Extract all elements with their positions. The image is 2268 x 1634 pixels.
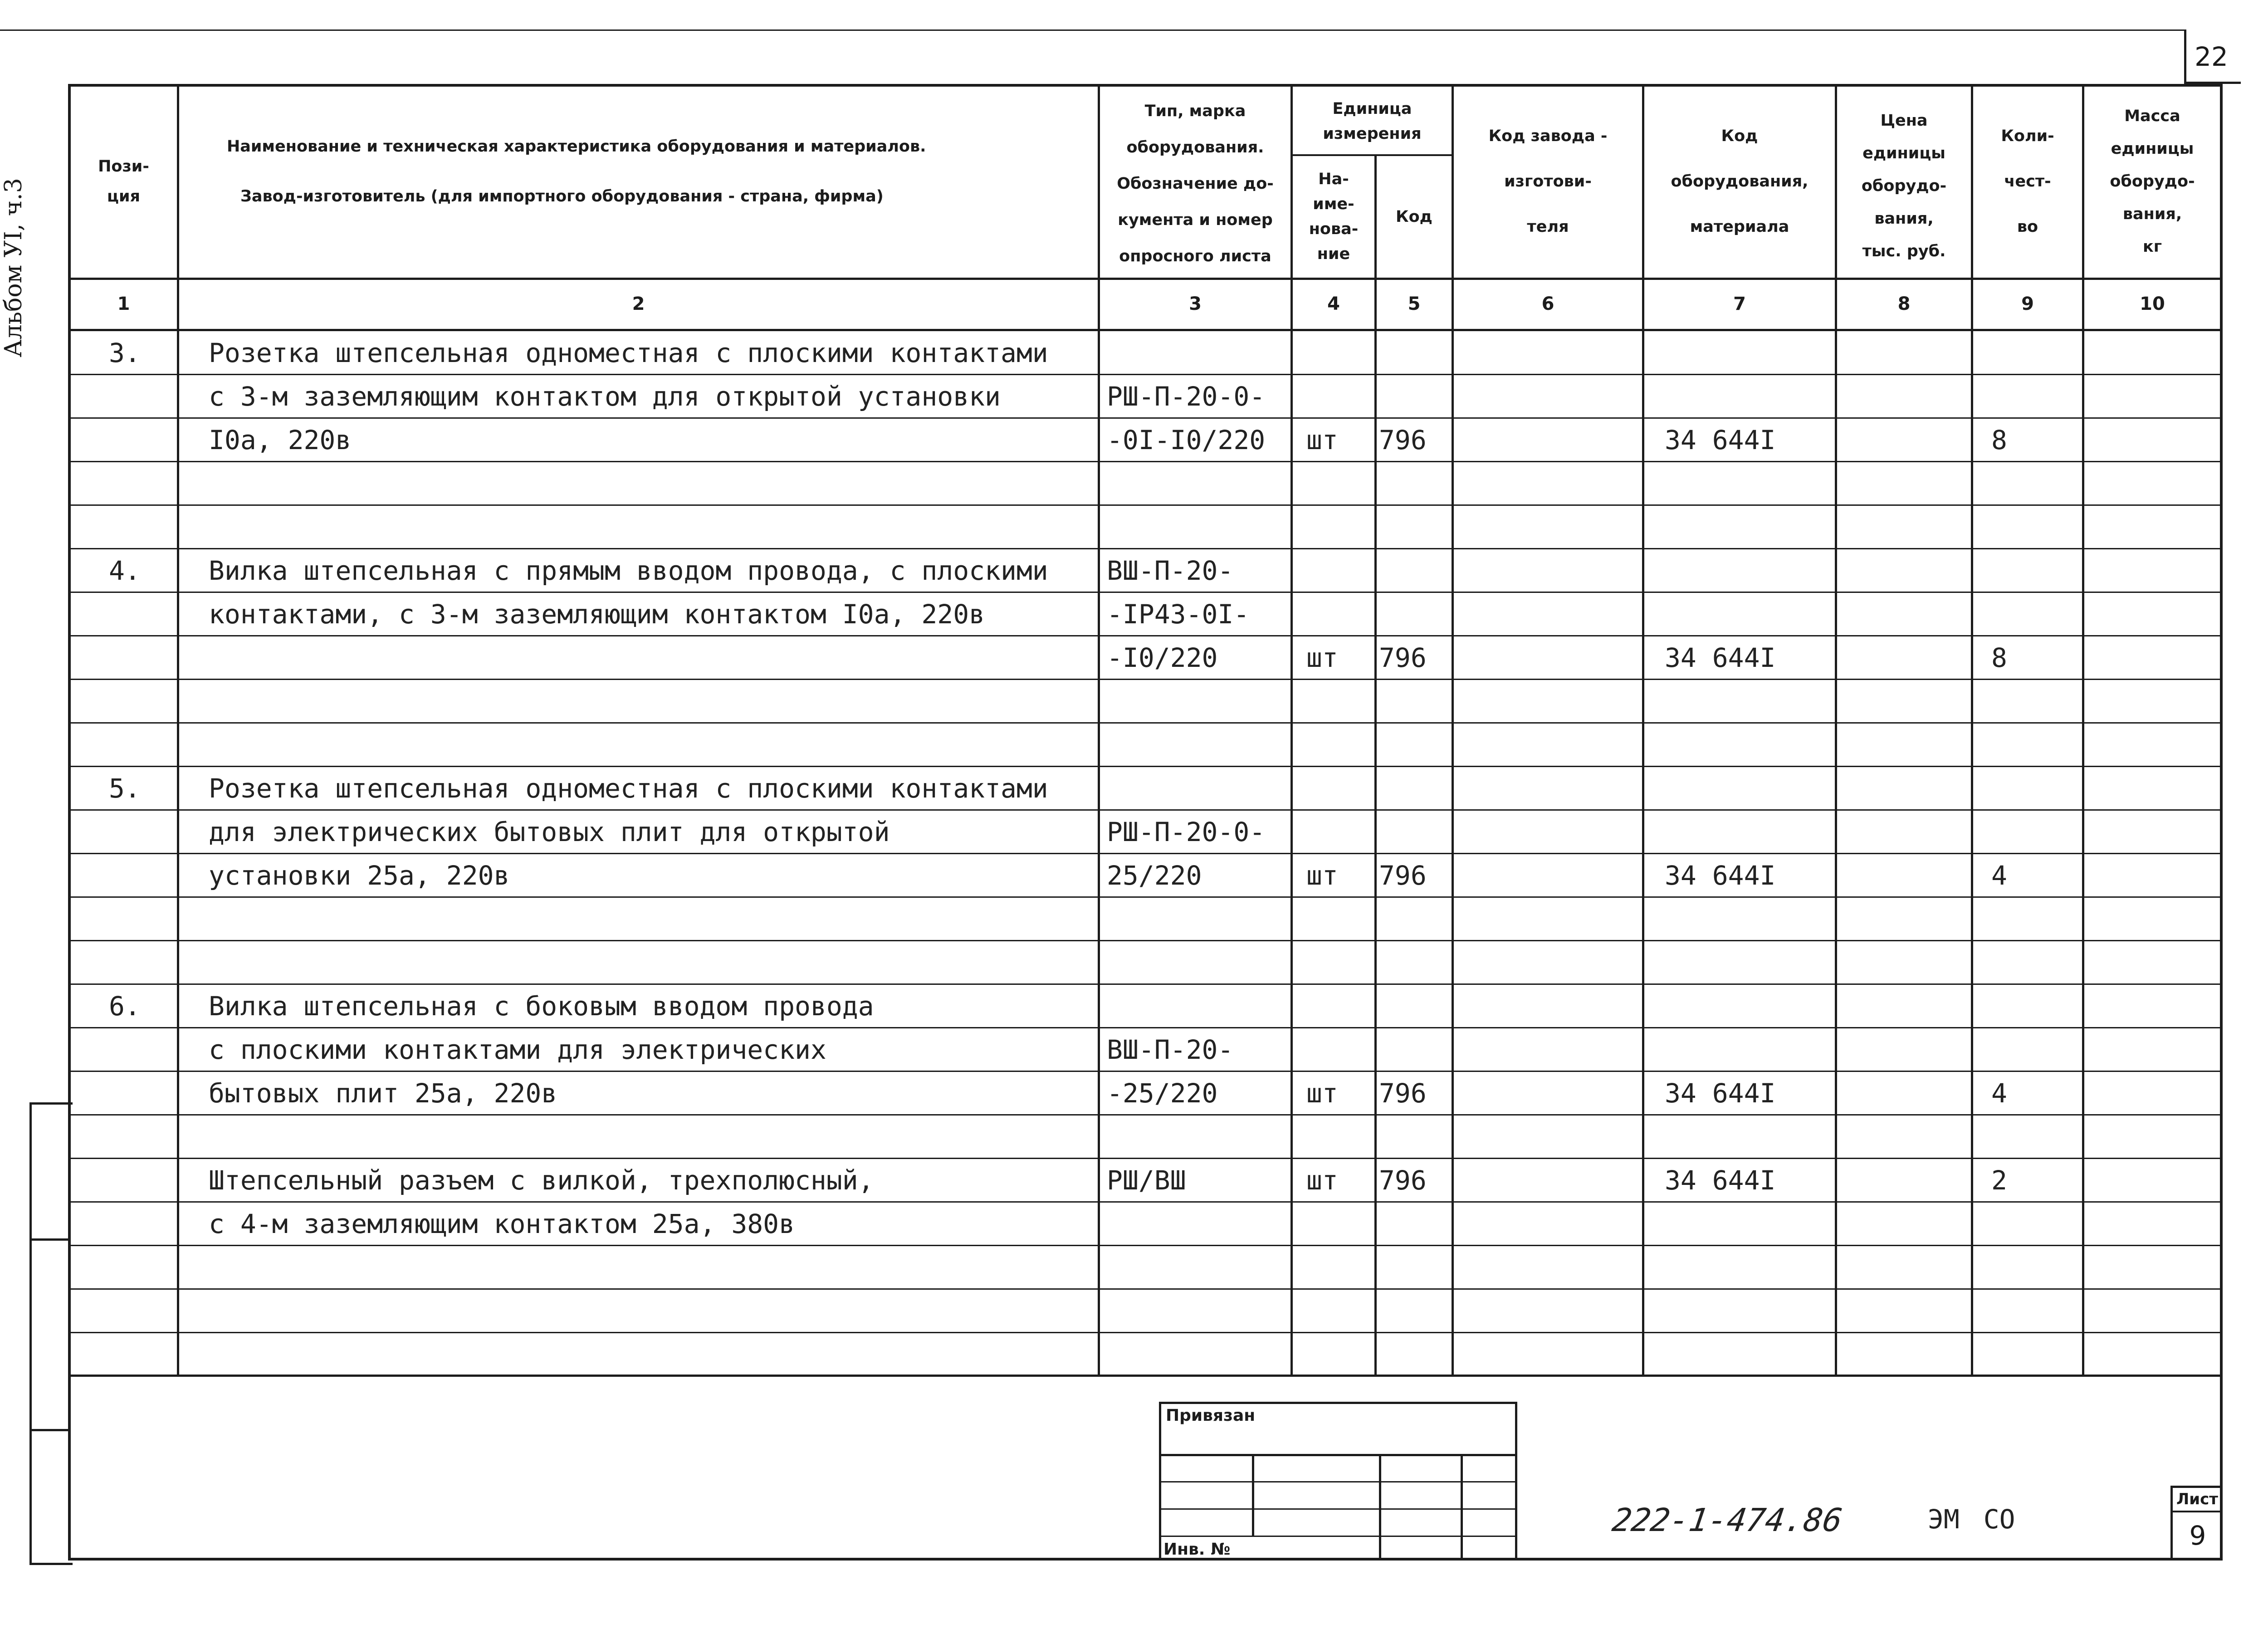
unit-code-cell <box>1379 897 1452 941</box>
name-cell: Розетка штепсельная одноместная с плоскими контактами <box>209 338 1048 368</box>
type-cell <box>1107 767 1288 810</box>
unit-code-cell <box>1379 810 1452 854</box>
material-code-cell <box>1665 1289 1833 1333</box>
quantity-cell <box>1991 680 2077 723</box>
quantity-cell <box>1991 375 2077 418</box>
page-number: 22 <box>2195 41 2228 72</box>
name-cell: с 3-м заземляющим контактом для открытой установки <box>209 381 1001 412</box>
type-cell <box>1107 505 1288 549</box>
quantity-cell: 4 <box>1991 860 2007 891</box>
unit-code-cell <box>1379 375 1452 418</box>
unit-cell <box>1306 984 1370 1028</box>
header-mass: Масса единицы оборудо- вания, кг <box>2110 107 2195 256</box>
position-cell <box>109 1159 177 1202</box>
inventory-label: Инв. № <box>1163 1540 1231 1559</box>
column-number-6: 6 <box>1541 294 1554 314</box>
name-cell <box>209 941 1093 984</box>
type-cell <box>1107 941 1288 984</box>
position-cell: 4. <box>109 555 141 586</box>
unit-group-divider <box>1290 154 1452 156</box>
name-cell <box>209 680 1093 723</box>
type-cell: РШ-П-20-0- <box>1107 817 1266 847</box>
unit-cell <box>1306 462 1370 505</box>
material-code-cell <box>1665 723 1833 767</box>
unit-cell: шт <box>1306 1165 1338 1196</box>
type-cell <box>1107 1115 1288 1159</box>
material-code-cell <box>1665 331 1833 375</box>
position-cell <box>109 1115 177 1159</box>
unit-cell <box>1306 1333 1370 1376</box>
unit-cell <box>1306 375 1370 418</box>
name-cell: Штепсельный разъем с вилкой, трехполюсный, <box>209 1165 874 1196</box>
unit-code-cell: 796 <box>1379 642 1427 673</box>
unit-cell <box>1306 897 1370 941</box>
material-code-cell <box>1665 1115 1833 1159</box>
top-border <box>0 29 2184 31</box>
header-type: Тип, марка оборудования. Обозначение до- кумента и номер опросного листа <box>1117 102 1274 265</box>
quantity-cell <box>1991 505 2077 549</box>
name-cell <box>209 1246 1093 1289</box>
name-cell <box>209 723 1093 767</box>
name-cell: Вилка штепсельная с прямым вводом провода, с плоскими <box>209 555 1048 586</box>
unit-code-cell <box>1379 592 1452 636</box>
position-cell <box>109 723 177 767</box>
position-cell <box>109 592 177 636</box>
position-cell <box>109 1202 177 1246</box>
unit-code-cell <box>1379 767 1452 810</box>
name-cell: установки 25а, 220в <box>209 860 510 891</box>
unit-cell <box>1306 941 1370 984</box>
quantity-cell <box>1991 767 2077 810</box>
unit-cell <box>1306 331 1370 375</box>
name-cell: бытовых плит 25а, 220в <box>209 1078 557 1109</box>
position-cell <box>109 897 177 941</box>
name-cell <box>209 636 1093 680</box>
type-cell <box>1107 1289 1288 1333</box>
material-code-cell <box>1665 549 1833 592</box>
unit-cell <box>1306 1246 1370 1289</box>
name-cell <box>209 897 1093 941</box>
unit-cell: шт <box>1306 1078 1338 1109</box>
position-cell <box>109 810 177 854</box>
material-code-cell <box>1665 1246 1833 1289</box>
type-cell <box>1107 1333 1288 1376</box>
material-code-cell <box>1665 767 1833 810</box>
type-cell <box>1107 984 1288 1028</box>
column-number-2: 2 <box>632 294 645 314</box>
position-cell <box>109 854 177 897</box>
column-number-7: 7 <box>1733 294 1746 314</box>
unit-cell <box>1306 1028 1370 1071</box>
type-cell: ВШ-П-20- <box>1107 555 1234 586</box>
unit-code-cell <box>1379 505 1452 549</box>
quantity-cell <box>1991 1028 2077 1071</box>
document-mark: ЭМ СО <box>1928 1504 2015 1535</box>
material-code-cell <box>1665 375 1833 418</box>
material-code-cell <box>1665 984 1833 1028</box>
document-code: 222-1-474.86 <box>1610 1502 1845 1539</box>
name-cell <box>209 505 1093 549</box>
type-cell <box>1107 1202 1288 1246</box>
unit-code-cell <box>1379 331 1452 375</box>
name-cell <box>209 462 1093 505</box>
material-code-cell <box>1665 592 1833 636</box>
column-number-9: 9 <box>2021 294 2034 314</box>
unit-code-cell <box>1379 680 1452 723</box>
quantity-cell <box>1991 897 2077 941</box>
unit-code-cell <box>1379 941 1452 984</box>
material-code-cell: 34 644I <box>1665 642 1776 673</box>
material-code-cell: 34 644I <box>1665 1165 1776 1196</box>
column-number-8: 8 <box>1897 294 1911 314</box>
type-cell: ВШ-П-20- <box>1107 1034 1234 1065</box>
material-code-cell <box>1665 680 1833 723</box>
header-factory-code: Код завода - изготови- теля <box>1488 127 1608 236</box>
binding-strip <box>29 1102 73 1565</box>
header-position: Пози- ция <box>98 157 149 205</box>
type-cell: РШ-П-20-0- <box>1107 381 1266 412</box>
position-cell <box>109 1028 177 1071</box>
linked-label: Привязан <box>1166 1406 1256 1425</box>
quantity-cell <box>1991 1289 2077 1333</box>
type-cell <box>1107 723 1288 767</box>
quantity-cell <box>1991 1333 2077 1376</box>
column-number-3: 3 <box>1189 294 1202 314</box>
type-cell <box>1107 462 1288 505</box>
unit-cell <box>1306 549 1370 592</box>
position-cell <box>109 680 177 723</box>
type-cell: РШ/ВШ <box>1107 1165 1186 1196</box>
type-cell: -25/220 <box>1107 1078 1218 1109</box>
position-cell <box>109 1246 177 1289</box>
unit-cell <box>1306 767 1370 810</box>
unit-cell <box>1306 592 1370 636</box>
type-cell <box>1107 897 1288 941</box>
quantity-cell <box>1991 1202 2077 1246</box>
header-unit-name: На- име- нова- ние <box>1309 170 1359 263</box>
material-code-cell <box>1665 1333 1833 1376</box>
position-cell <box>109 1289 177 1333</box>
material-code-cell: 34 644I <box>1665 425 1776 455</box>
quantity-cell: 2 <box>1991 1165 2007 1196</box>
type-cell <box>1107 1246 1288 1289</box>
header-name-line2: Завод-изготовитель (для импортного оборудования - страна, фирма) <box>240 187 884 205</box>
position-cell <box>109 375 177 418</box>
position-cell: 6. <box>109 991 141 1022</box>
unit-code-cell <box>1379 984 1452 1028</box>
quantity-cell: 8 <box>1991 642 2007 673</box>
column-number-10: 10 <box>2140 294 2165 314</box>
position-cell <box>109 636 177 680</box>
name-cell: с 4-м заземляющим контактом 25а, 380в <box>209 1208 795 1239</box>
position-cell <box>109 1333 177 1376</box>
unit-cell <box>1306 1289 1370 1333</box>
unit-code-cell <box>1379 549 1452 592</box>
name-cell: контактами, с 3-м заземляющим контактом I0а, 220в <box>209 599 985 630</box>
type-cell <box>1107 680 1288 723</box>
material-code-cell <box>1665 897 1833 941</box>
unit-code-cell: 796 <box>1379 1078 1427 1109</box>
unit-cell: шт <box>1306 642 1338 673</box>
quantity-cell <box>1991 331 2077 375</box>
quantity-cell <box>1991 810 2077 854</box>
unit-cell: шт <box>1306 860 1338 891</box>
column-number-5: 5 <box>1408 294 1421 314</box>
position-cell: 5. <box>109 773 141 804</box>
unit-code-cell <box>1379 1289 1452 1333</box>
material-code-cell <box>1665 810 1833 854</box>
material-code-cell: 34 644I <box>1665 860 1776 891</box>
quantity-cell <box>1991 941 2077 984</box>
side-caption: Альбом УI, ч.3 <box>0 178 27 357</box>
unit-code-cell <box>1379 1028 1452 1071</box>
header-unit-group: Единица измерения <box>1323 99 1422 143</box>
position-cell <box>109 1071 177 1115</box>
name-cell: для электрических бытовых плит для открытой <box>209 817 890 847</box>
unit-code-cell <box>1379 1202 1452 1246</box>
quantity-cell <box>1991 984 2077 1028</box>
name-cell: I0а, 220в <box>209 425 352 455</box>
unit-code-cell: 796 <box>1379 1165 1427 1196</box>
material-code-cell <box>1665 1028 1833 1071</box>
quantity-cell <box>1991 462 2077 505</box>
position-cell: 3. <box>109 338 141 368</box>
material-code-cell: 34 644I <box>1665 1078 1776 1109</box>
unit-cell <box>1306 1115 1370 1159</box>
position-cell <box>109 505 177 549</box>
material-code-cell <box>1665 1202 1833 1246</box>
unit-code-cell <box>1379 462 1452 505</box>
quantity-cell <box>1991 1246 2077 1289</box>
unit-cell <box>1306 680 1370 723</box>
unit-code-cell <box>1379 1246 1452 1289</box>
position-cell <box>109 462 177 505</box>
type-cell: 25/220 <box>1107 860 1202 891</box>
unit-code-cell: 796 <box>1379 425 1427 455</box>
quantity-cell: 8 <box>1991 425 2007 455</box>
type-cell: -IP43-0I- <box>1107 599 1250 630</box>
unit-cell <box>1306 1202 1370 1246</box>
unit-cell: шт <box>1306 425 1338 455</box>
type-cell: -I0/220 <box>1107 642 1218 673</box>
name-cell: Вилка штепсельная с боковым вводом провода <box>209 991 874 1022</box>
type-cell <box>1107 331 1288 375</box>
name-cell <box>209 1333 1093 1376</box>
column-number-1: 1 <box>117 294 130 314</box>
unit-cell <box>1306 810 1370 854</box>
position-cell <box>109 941 177 984</box>
unit-code-cell <box>1379 1115 1452 1159</box>
name-cell <box>209 1289 1093 1333</box>
name-cell <box>209 1115 1093 1159</box>
quantity-cell <box>1991 1115 2077 1159</box>
unit-code-cell <box>1379 1333 1452 1376</box>
unit-code-cell: 796 <box>1379 860 1427 891</box>
position-cell <box>109 418 177 462</box>
header-unit-code: Код <box>1396 207 1432 226</box>
quantity-cell <box>1991 592 2077 636</box>
quantity-cell <box>1991 723 2077 767</box>
material-code-cell <box>1665 462 1833 505</box>
header-quantity: Коли- чест- во <box>2001 127 2054 236</box>
unit-cell <box>1306 505 1370 549</box>
quantity-cell <box>1991 549 2077 592</box>
sheet-number: 9 <box>2189 1520 2206 1551</box>
sheet-label: Лист <box>2176 1490 2218 1508</box>
header-price: Цена единицы оборудо- вания, тыс. руб. <box>1861 112 1947 260</box>
name-cell: Розетка штепсельная одноместная с плоскими контактами <box>209 773 1048 804</box>
quantity-cell: 4 <box>1991 1078 2007 1109</box>
header-name-line1: Наименование и техническая характеристика оборудования и материалов. <box>227 137 926 156</box>
material-code-cell <box>1665 941 1833 984</box>
type-cell: -0I-I0/220 <box>1107 425 1266 455</box>
header-material-code: Код оборудования, материала <box>1671 127 1809 236</box>
unit-cell <box>1306 723 1370 767</box>
unit-code-cell <box>1379 723 1452 767</box>
column-number-4: 4 <box>1327 294 1340 314</box>
name-cell: с плоскими контактами для электрических <box>209 1034 826 1065</box>
material-code-cell <box>1665 505 1833 549</box>
